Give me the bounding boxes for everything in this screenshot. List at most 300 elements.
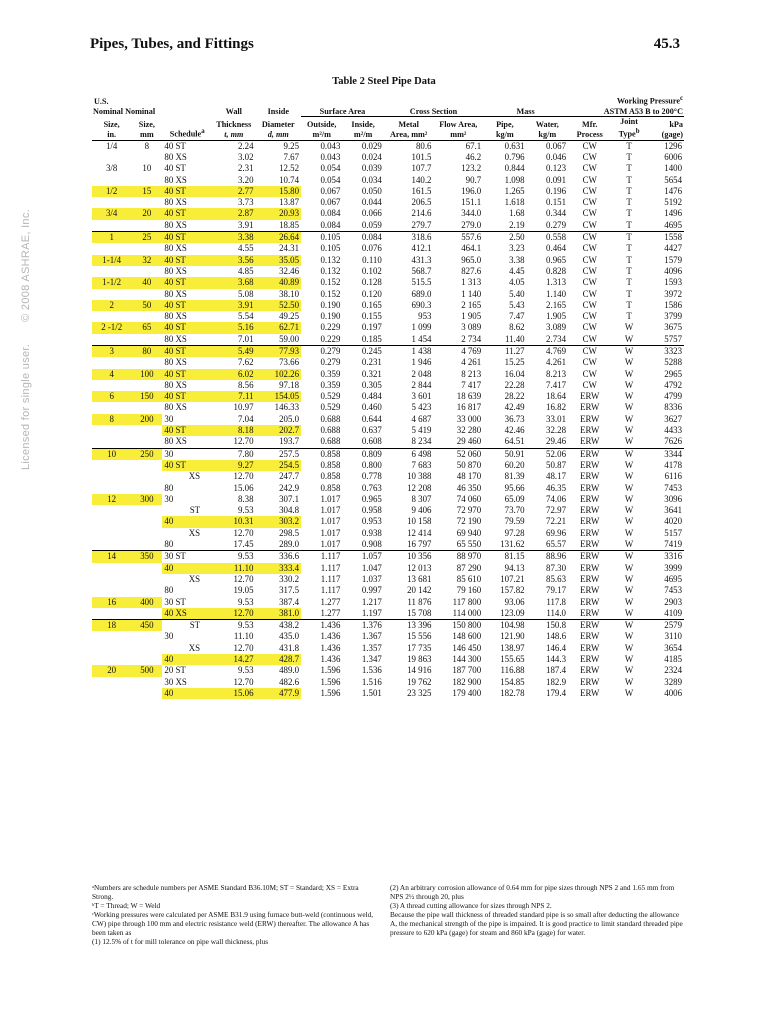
cell-mfr: CW xyxy=(582,311,597,322)
cell-mm: 10 xyxy=(142,163,152,174)
cell-d: 381.0 xyxy=(256,608,302,620)
cell-metal: 2 048 xyxy=(411,368,432,379)
cell-mm: 250 xyxy=(131,448,162,460)
table-header xyxy=(92,94,684,140)
cell-mm: 350 xyxy=(131,551,162,563)
cell-sch: XS xyxy=(188,527,201,538)
table-row xyxy=(92,369,684,380)
cell-d: 20.93 xyxy=(256,208,302,219)
cell-sch: XS xyxy=(188,573,201,584)
cell-in xyxy=(92,266,131,277)
cell-out: 0.359 xyxy=(320,379,341,390)
cell-in xyxy=(92,460,131,471)
cell-pipe: 157.82 xyxy=(500,585,525,596)
cell-kpa: 1476 xyxy=(664,185,682,196)
cell-joint: W xyxy=(624,516,634,527)
cell-water: 88.96 xyxy=(527,551,568,563)
cell-kpa: 6116 xyxy=(664,471,682,482)
cell-d: 13.87 xyxy=(279,197,300,208)
cell-d: 298.5 xyxy=(279,527,300,538)
cell-d: 330.2 xyxy=(279,573,300,584)
cell-mfr: ERW xyxy=(580,402,600,413)
license-watermark xyxy=(20,187,32,470)
cell-flow: 1 313 xyxy=(461,277,482,288)
cell-mfr: ERW xyxy=(580,425,600,436)
cell-metal: 11 876 xyxy=(407,596,432,607)
cell-mm xyxy=(131,460,162,471)
cell-out: 0.054 xyxy=(320,174,341,185)
table-row xyxy=(92,620,684,632)
cell-out: 0.858 xyxy=(320,482,341,493)
cell-t: 2.87 xyxy=(212,208,255,219)
footnote-b: ᵇT = Thread; W = Weld xyxy=(92,901,161,910)
cell-out: 0.529 xyxy=(320,402,341,413)
cell-out: 1.017 xyxy=(320,505,341,516)
cell-mfr: CW xyxy=(568,232,611,244)
cell-water: 187.4 xyxy=(546,665,566,676)
cell-mm xyxy=(131,152,162,163)
cell-ins: 0.778 xyxy=(361,471,382,482)
cell-out: 0.529 xyxy=(320,391,341,402)
cell-d: 12.52 xyxy=(279,163,300,174)
cell-d: 26.64 xyxy=(256,232,302,244)
cell-kpa: 3289 xyxy=(664,676,682,687)
cell-flow: 151.1 xyxy=(461,197,482,208)
table-row xyxy=(92,140,684,152)
cell-mfr: CW xyxy=(582,197,597,208)
cell-d: 242.9 xyxy=(279,482,300,493)
cell-metal: 12 208 xyxy=(407,482,432,493)
cell-metal: 13 396 xyxy=(384,620,434,632)
cell-sch: 30 xyxy=(164,631,174,642)
cell-t: 15.06 xyxy=(233,482,254,493)
cell-in: 14 xyxy=(92,551,131,563)
cell-t: 10.31 xyxy=(212,516,255,527)
cell-mfr: ERW xyxy=(580,642,600,653)
cell-sch: 80 XS xyxy=(164,151,187,162)
cell-ins: 0.321 xyxy=(361,368,382,379)
cell-kpa: 3641 xyxy=(664,505,682,516)
cell-mfr: ERW xyxy=(580,585,600,596)
cell-mm xyxy=(131,266,162,277)
cell-sch: 30 xyxy=(164,493,174,504)
cell-ins: 0.938 xyxy=(361,527,382,538)
cell-kpa: 7419 xyxy=(664,539,682,550)
cell-flow: 79 160 xyxy=(456,585,482,596)
cell-mm xyxy=(131,436,162,448)
cell-metal: 318.6 xyxy=(384,232,434,244)
cell-out: 1.017 xyxy=(320,539,341,550)
cell-sch: 40 xyxy=(162,654,212,665)
cell-joint: W xyxy=(611,620,646,632)
cell-pipe: 42.46 xyxy=(504,425,525,436)
cell-sch: 40 ST xyxy=(164,163,186,174)
cell-d: 32.46 xyxy=(279,265,300,276)
cell-water: 8.213 xyxy=(546,368,566,379)
table-row xyxy=(92,643,684,654)
cell-kpa: 3344 xyxy=(647,448,684,460)
col-wall: Wall xyxy=(225,107,242,117)
cell-metal: 1 099 xyxy=(411,322,432,333)
cell-flow: 827.6 xyxy=(461,265,482,276)
cell-d: 202.7 xyxy=(256,425,302,436)
cell-kpa: 1496 xyxy=(664,208,682,219)
cell-water: 144.3 xyxy=(546,654,566,665)
col-schedule: Schedule$^a$ xyxy=(169,128,205,139)
cell-kpa: 7453 xyxy=(664,585,682,596)
cell-flow: 2 165 xyxy=(461,299,482,310)
cell-joint: W xyxy=(624,687,634,698)
cell-pipe: 0.844 xyxy=(504,163,525,174)
cell-out: 0.359 xyxy=(320,368,341,379)
cell-joint: T xyxy=(626,288,632,299)
cell-sch: XS xyxy=(188,471,201,482)
col-diameter: Diameter d, mm xyxy=(261,120,295,139)
steel-pipe-data-table xyxy=(92,94,684,699)
cell-flow: 48 170 xyxy=(456,471,482,482)
cell-t: 15.06 xyxy=(212,688,255,699)
cell-flow: 117 800 xyxy=(452,596,482,607)
cell-water: 150.8 xyxy=(527,620,568,632)
table-row xyxy=(92,539,684,551)
cell-t: 5.54 xyxy=(237,311,254,322)
footnote-c2: (2) An arbitrary corrosion allowance of 0.64 mm for pipe sizes through NPS 2 and 1.65 mm from NPS 2½ through 20, plus xyxy=(390,883,675,901)
cell-kpa: 4695 xyxy=(664,219,682,230)
table-title: Table 2 Steel Pipe Data xyxy=(332,76,436,87)
cell-flow: 557.6 xyxy=(433,232,483,244)
cell-mm xyxy=(131,425,162,436)
table-row xyxy=(92,494,684,505)
cell-d: 304.8 xyxy=(279,505,300,516)
cell-metal: 10 388 xyxy=(407,471,432,482)
cell-mm xyxy=(131,539,162,551)
table-row xyxy=(92,654,684,665)
cell-sch: 40 ST xyxy=(162,369,212,380)
cell-flow: 965.0 xyxy=(461,254,482,265)
cell-kpa: 4178 xyxy=(664,459,682,470)
cell-mm: 15 xyxy=(131,186,162,197)
cell-joint: W xyxy=(624,391,634,402)
cell-out: 1.277 xyxy=(320,596,341,607)
cell-d: 97.18 xyxy=(279,379,300,390)
cell-in xyxy=(92,380,131,391)
cell-mfr: CW xyxy=(582,379,597,390)
cell-kpa: 3654 xyxy=(664,642,682,653)
cell-kpa: 2324 xyxy=(664,665,682,676)
table-row xyxy=(92,208,684,219)
cell-kpa: 4006 xyxy=(664,687,682,698)
cell-joint: T xyxy=(626,151,632,162)
cell-joint: W xyxy=(624,562,634,573)
cell-kpa: 4185 xyxy=(664,654,682,665)
cell-ins: 0.050 xyxy=(361,185,382,196)
cell-joint: T xyxy=(626,185,632,196)
cell-flow: 279.0 xyxy=(461,219,482,230)
cell-mfr: CW xyxy=(582,265,597,276)
cell-metal: 690.3 xyxy=(411,299,432,310)
cell-d: 62.71 xyxy=(256,322,302,333)
cell-metal: 953 xyxy=(418,311,432,322)
cell-pipe: 154.85 xyxy=(500,676,525,687)
cell-kpa: 5288 xyxy=(664,357,682,368)
cell-ins: 0.034 xyxy=(361,174,382,185)
cell-mm: 100 xyxy=(131,369,162,380)
table-row xyxy=(92,391,684,402)
cell-joint: T xyxy=(626,277,632,288)
cell-metal: 20 142 xyxy=(407,585,432,596)
cell-joint: W xyxy=(624,322,634,333)
cell-mm: 150 xyxy=(131,391,162,402)
cell-d: 193.7 xyxy=(279,436,300,447)
cell-sch: 80 XS xyxy=(164,311,187,322)
cell-water: 114.0 xyxy=(546,607,566,618)
cell-flow: 182 900 xyxy=(452,676,482,687)
cell-kpa: 1586 xyxy=(664,299,682,310)
cell-out: 0.688 xyxy=(320,425,341,436)
cell-mm xyxy=(131,563,162,574)
cell-d: 482.6 xyxy=(279,676,300,687)
cell-pipe: 93.06 xyxy=(504,596,525,607)
cell-in: 3/4 xyxy=(92,208,131,219)
cell-t: 2.31 xyxy=(237,163,254,174)
cell-kpa: 2965 xyxy=(664,368,682,379)
cell-mfr: ERW xyxy=(580,596,600,607)
cell-in: 1-1/2 xyxy=(92,277,131,288)
col-working-pressure: Working Pressure$^c$ xyxy=(616,95,683,106)
cell-t: 2.24 xyxy=(237,140,254,151)
cell-in xyxy=(92,528,131,539)
cell-mfr: CW xyxy=(582,368,597,379)
cell-d: 317.5 xyxy=(279,585,300,596)
cell-t: 3.56 xyxy=(212,255,255,266)
cell-in xyxy=(92,197,131,208)
cell-kpa: 1593 xyxy=(664,277,682,288)
cell-t: 3.73 xyxy=(237,197,254,208)
cell-t: 4.55 xyxy=(237,243,254,254)
cell-joint: T xyxy=(626,208,632,219)
page-number: 45.3 xyxy=(653,36,680,52)
cell-t: 8.18 xyxy=(212,425,255,436)
cell-water: 18.64 xyxy=(546,391,566,402)
cell-t: 12.70 xyxy=(233,676,254,687)
cell-pipe: 60.20 xyxy=(504,459,525,470)
cell-sch: 80 XS xyxy=(164,265,187,276)
cell-sch: 40 ST xyxy=(162,346,212,358)
table-row xyxy=(92,289,684,300)
cell-in xyxy=(92,563,131,574)
cell-water: 7.417 xyxy=(546,379,566,390)
cell-water: 0.067 xyxy=(546,140,566,151)
cell-mfr: CW xyxy=(582,243,597,254)
cell-out: 1.596 xyxy=(320,665,341,676)
cell-joint: W xyxy=(611,448,646,460)
cell-in xyxy=(92,574,131,585)
cell-pipe: 65.09 xyxy=(504,493,525,504)
cell-ins: 0.128 xyxy=(361,277,382,288)
cell-out: 0.190 xyxy=(320,299,341,310)
cell-kpa: 4109 xyxy=(664,607,682,618)
cell-metal: 412.1 xyxy=(411,243,432,254)
col-thickness: Thickness t, mm xyxy=(216,120,252,139)
cell-kpa: 3799 xyxy=(664,311,682,322)
cell-pipe: 2.50 xyxy=(483,232,526,244)
cell-metal: 19 762 xyxy=(407,676,432,687)
cell-joint: W xyxy=(624,631,634,642)
table-row xyxy=(92,197,684,208)
col-flow-area: Flow Area, mm² xyxy=(439,120,478,139)
cell-mfr: ERW xyxy=(568,448,611,460)
cell-metal: 17 735 xyxy=(407,642,432,653)
cell-joint: W xyxy=(611,346,646,358)
cell-joint: T xyxy=(626,265,632,276)
cell-ins: 1.197 xyxy=(361,607,382,618)
cell-sch: 80 XS xyxy=(164,288,187,299)
cell-out: 1.017 xyxy=(320,516,341,527)
cell-water: 0.558 xyxy=(527,232,568,244)
cell-ins: 1.516 xyxy=(361,676,382,687)
cell-sch: 20 ST xyxy=(164,665,186,676)
cell-in: 2 -1/2 xyxy=(92,322,131,333)
cell-ins: 0.155 xyxy=(361,311,382,322)
cell-t: 9.53 xyxy=(237,596,254,607)
cell-pipe: 11.27 xyxy=(483,346,526,358)
cell-sch: 80 XS xyxy=(164,402,187,413)
cell-in: 3 xyxy=(92,346,131,358)
cell-kpa: 3110 xyxy=(664,631,682,642)
cell-mfr: CW xyxy=(582,254,597,265)
cell-kpa: 5654 xyxy=(664,174,682,185)
cell-pipe: 155.65 xyxy=(500,654,525,665)
cell-d: 336.6 xyxy=(256,551,302,563)
cell-mm: 500 xyxy=(131,665,162,676)
cell-mm xyxy=(131,654,162,665)
cell-flow: 464.1 xyxy=(461,243,482,254)
cell-joint: T xyxy=(626,311,632,322)
cell-mfr: ERW xyxy=(580,471,600,482)
cell-in xyxy=(92,152,131,163)
cell-sch: 40 ST xyxy=(162,425,212,436)
cell-d: 428.7 xyxy=(256,654,302,665)
cell-flow: 16 817 xyxy=(456,402,482,413)
cell-pipe: 64.51 xyxy=(504,436,525,447)
cell-mm xyxy=(131,357,162,368)
table-row xyxy=(92,220,684,232)
cell-flow: 67.1 xyxy=(465,140,482,151)
col-nominal: Nominal Nominal xyxy=(93,107,156,117)
table-row xyxy=(92,266,684,277)
cell-flow: 179 400 xyxy=(452,687,482,698)
cell-pipe: 95.66 xyxy=(504,482,525,493)
cell-in: 4 xyxy=(92,369,131,380)
cell-mfr: ERW xyxy=(580,573,600,584)
table-row xyxy=(92,563,684,574)
cell-pipe: 7.47 xyxy=(509,311,525,322)
cell-water: 148.6 xyxy=(546,631,566,642)
cell-kpa: 1558 xyxy=(647,232,684,244)
cell-mfr: CW xyxy=(582,299,597,310)
cell-mfr: ERW xyxy=(580,676,600,687)
cell-water: 0.196 xyxy=(546,185,566,196)
cell-t: 4.85 xyxy=(237,265,254,276)
cell-metal: 10 356 xyxy=(384,551,434,563)
cell-in xyxy=(92,516,131,527)
cell-d: 307.1 xyxy=(279,493,300,504)
cell-in: 1/4 xyxy=(105,140,118,151)
table-row xyxy=(92,152,684,163)
cell-pipe: 1.098 xyxy=(504,174,525,185)
cell-mfr: CW xyxy=(582,140,597,151)
cell-metal: 19 863 xyxy=(407,654,432,665)
cell-ins: 1.047 xyxy=(361,562,382,573)
cell-mm: 8 xyxy=(144,140,150,151)
cell-sch: ST xyxy=(162,620,212,632)
cell-in xyxy=(92,471,131,482)
cell-out: 0.132 xyxy=(320,265,341,276)
cell-d: 333.4 xyxy=(256,563,302,574)
cell-in: 2 xyxy=(92,300,131,311)
table-row xyxy=(92,163,684,174)
cell-t: 14.27 xyxy=(212,654,255,665)
cell-mfr: CW xyxy=(582,219,597,230)
cell-pipe: 2.19 xyxy=(509,219,525,230)
table-row xyxy=(92,597,684,608)
cell-metal: 1 946 xyxy=(411,357,432,368)
cell-mm xyxy=(131,643,162,654)
table-row xyxy=(92,346,684,358)
cell-ins: 0.965 xyxy=(361,493,382,504)
cell-in xyxy=(92,357,131,368)
table-row xyxy=(92,311,684,322)
cell-ins: 1.367 xyxy=(361,631,382,642)
cell-in xyxy=(92,220,131,232)
cell-in: 6 xyxy=(92,391,131,402)
cell-out: 0.858 xyxy=(320,459,341,470)
cell-mfr: ERW xyxy=(580,687,600,698)
cell-joint: W xyxy=(624,505,634,516)
col-size-in: Size, in. xyxy=(103,120,120,139)
table-row xyxy=(92,380,684,391)
cell-t: 5.49 xyxy=(212,346,255,358)
table-row xyxy=(92,357,684,368)
cell-pipe: 3.38 xyxy=(509,254,525,265)
cell-flow: 69 940 xyxy=(456,527,482,538)
cell-pipe: 0.796 xyxy=(504,151,525,162)
cell-out: 1.436 xyxy=(320,642,341,653)
cell-water: 29.46 xyxy=(546,436,566,447)
cell-water: 117.8 xyxy=(546,596,566,607)
cell-pipe: 131.62 xyxy=(500,539,525,550)
cell-mfr: ERW xyxy=(580,527,600,538)
cell-flow: 150 800 xyxy=(433,620,483,632)
cell-sch: 40 ST xyxy=(162,391,212,402)
cell-kpa: 6006 xyxy=(664,151,682,162)
cell-out: 0.043 xyxy=(320,140,341,151)
table-row xyxy=(92,483,684,494)
cell-ins: 0.953 xyxy=(361,516,382,527)
cell-in xyxy=(92,608,131,620)
cell-metal: 568.7 xyxy=(411,265,432,276)
cell-water: 16.82 xyxy=(546,402,566,413)
table-row xyxy=(92,436,684,448)
cell-joint: T xyxy=(626,197,632,208)
cell-mm: 65 xyxy=(131,322,162,333)
cell-ins: 0.110 xyxy=(362,254,382,265)
cell-joint: W xyxy=(624,527,634,538)
cell-out: 0.858 xyxy=(320,471,341,482)
cell-t: 7.01 xyxy=(237,333,254,344)
cell-d: 9.25 xyxy=(283,140,300,151)
cell-t: 12.70 xyxy=(233,471,254,482)
